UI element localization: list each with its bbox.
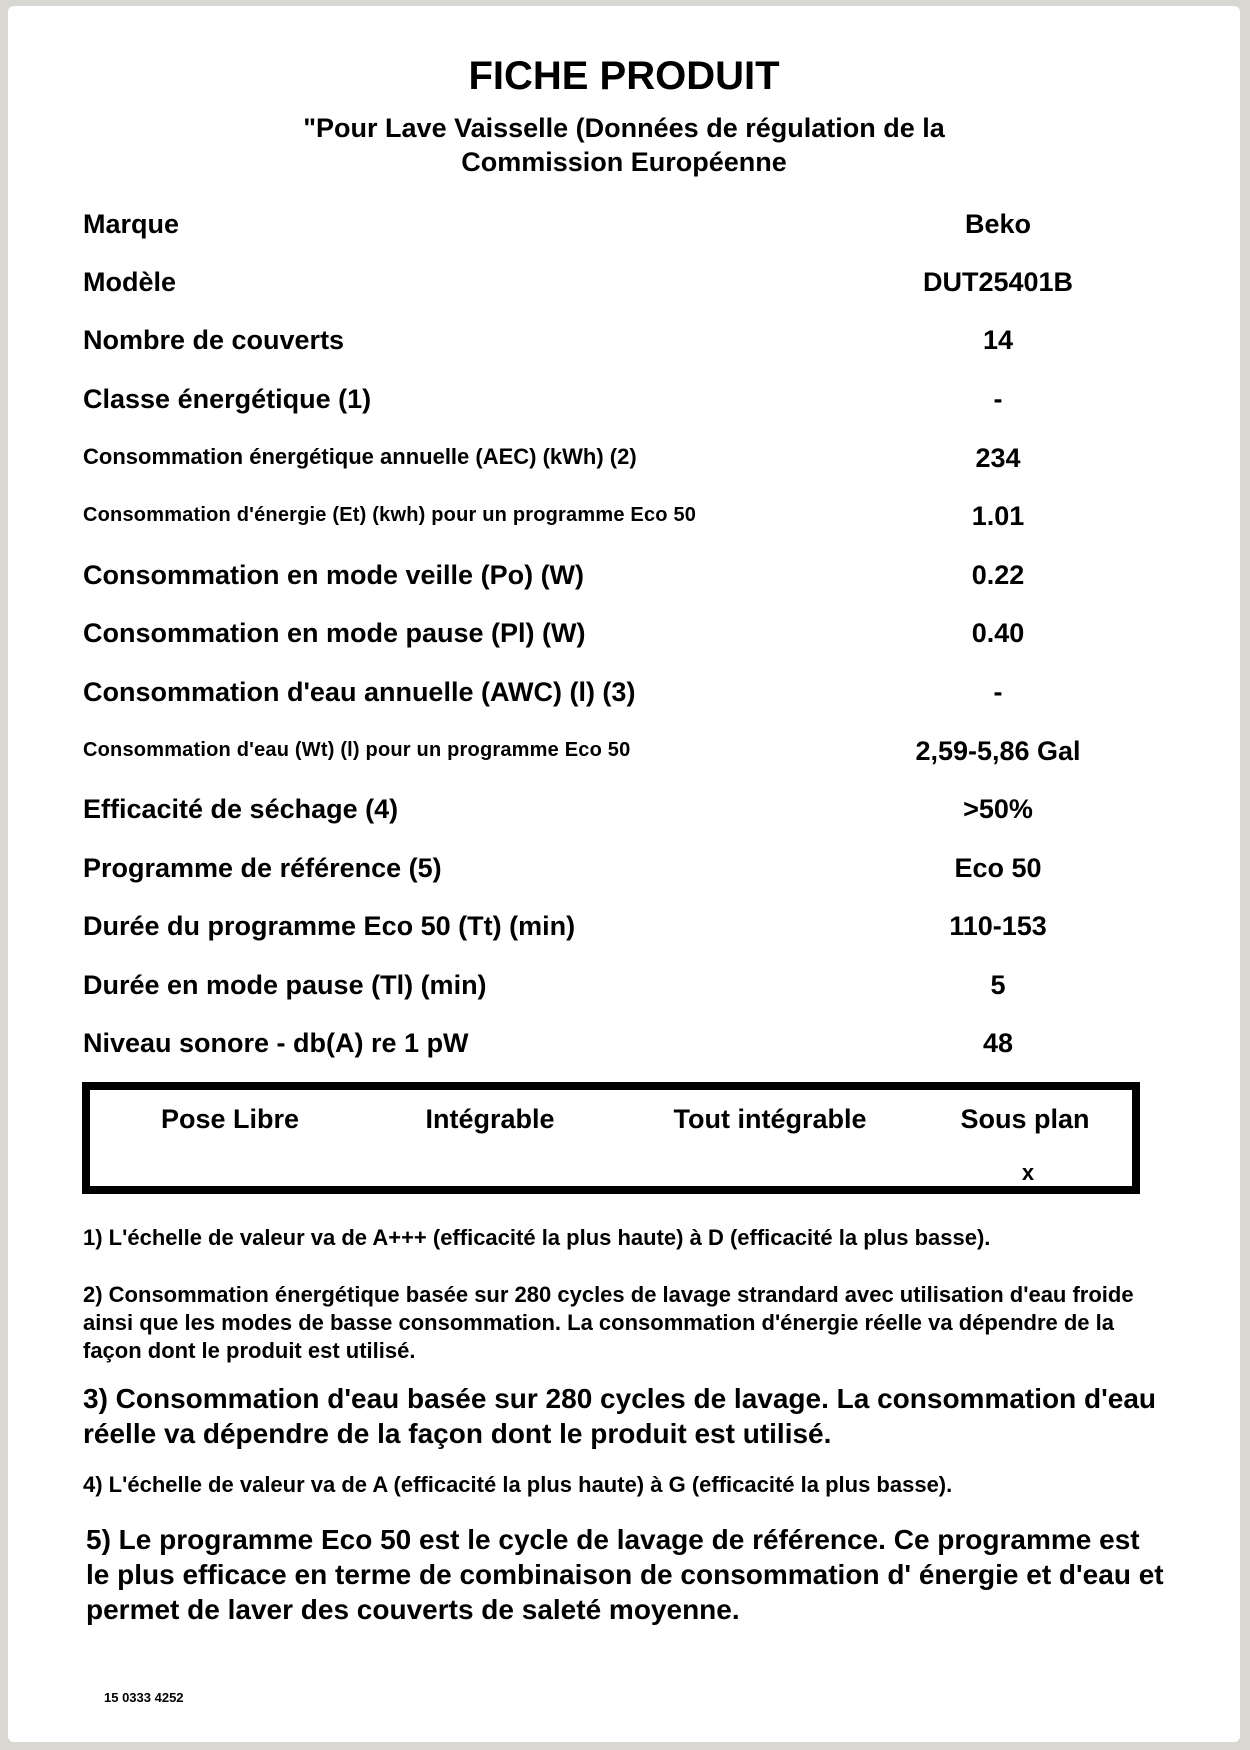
spec-value: 48 [982,1028,1014,1058]
spec-label: Consommation énergétique annuelle (AEC) (kWh) (2) [83,444,637,469]
spec-label: Consommation d'eau (Wt) (l) pour un programme Eco 50 [83,739,631,761]
spec-label: Marque [83,209,180,239]
spec-label: Programme de référence (5) [83,853,442,883]
spec-value: Eco 50 [954,853,1042,883]
spec-value: 0.22 [971,560,1025,590]
spec-value: 2,59-5,86 Gal [915,736,1081,766]
install-option-integrable: Intégrable [425,1104,555,1134]
spec-label: Modèle [83,267,177,297]
product-sheet [8,6,1240,1742]
spec-value: 110-153 [949,911,1047,941]
page-title: FICHE PRODUIT [468,54,780,98]
subtitle-line-1: "Pour Lave Vaisselle (Données de régulation de la [303,113,945,143]
footnote-2: 2) Consommation énergétique basée sur 280 cycles de lavage strandard avec utilisation d'eau froide ainsi que les modes de basse consommation. La consommation d'énergie réelle va dépendre de la façon dont le produit est utilisé. [83,1282,1134,1363]
footnote-4: 4) L'échelle de valeur va de A (efficacité la plus haute) à G (efficacité la plus basse). [83,1472,953,1497]
spec-label: Consommation d'eau annuelle (AWC) (l) (3) [83,677,636,707]
installation-type-box [82,1082,1140,1194]
spec-label: Classe énergétique (1) [83,384,372,414]
footnote-1: 1) L'échelle de valeur va de A+++ (efficacité la plus haute) à D (efficacité la plus basse). [83,1225,991,1250]
subtitle-line-2: Commission Européenne [461,147,787,177]
spec-value: - [993,677,1003,707]
spec-label: Efficacité de séchage (4) [83,794,399,824]
install-selected-mark: x [1021,1160,1035,1185]
install-option-freestanding: Pose Libre [160,1104,300,1134]
spec-label: Durée en mode pause (Tl) (min) [83,970,487,1000]
spec-value: 0.40 [971,618,1025,648]
spec-label: Niveau sonore - db(A) re 1 pW [83,1028,469,1058]
spec-value: 14 [982,325,1014,355]
spec-value: >50% [963,794,1033,824]
spec-value: 5 [990,970,1006,1000]
reference-code: 15 0333 4252 [104,1690,184,1705]
footnote-5: 5) Le programme Eco 50 est le cycle de lavage de référence. Ce programme est le plus efficace en terme de combinaison de consommation d' énergie et d'eau et permet de laver des couverts de saleté moyenne. [86,1524,1164,1625]
spec-label: Consommation en mode pause (Pl) (W) [83,618,586,648]
footnote-3: 3) Consommation d'eau basée sur 280 cycles de lavage. La consommation d'eau réelle va dépendre de la façon dont le produit est utilisé. [83,1383,1157,1449]
spec-label: Consommation en mode veille (Po) (W) [83,560,585,590]
install-option-under-counter: Sous plan [960,1104,1090,1134]
spec-label: Consommation d'énergie (Et) (kwh) pour un programme Eco 50 [83,504,697,526]
spec-value: DUT25401B [922,267,1074,297]
spec-label: Nombre de couverts [83,325,345,355]
spec-value: - [993,384,1003,414]
spec-value: 234 [975,443,1021,473]
spec-label: Durée du programme Eco 50 (Tt) (min) [83,911,576,941]
spec-value: Beko [964,209,1032,239]
install-option-fully-integrable: Tout intégrable [673,1104,867,1134]
page-subtitle [8,111,1240,179]
spec-value: 1.01 [971,501,1025,531]
